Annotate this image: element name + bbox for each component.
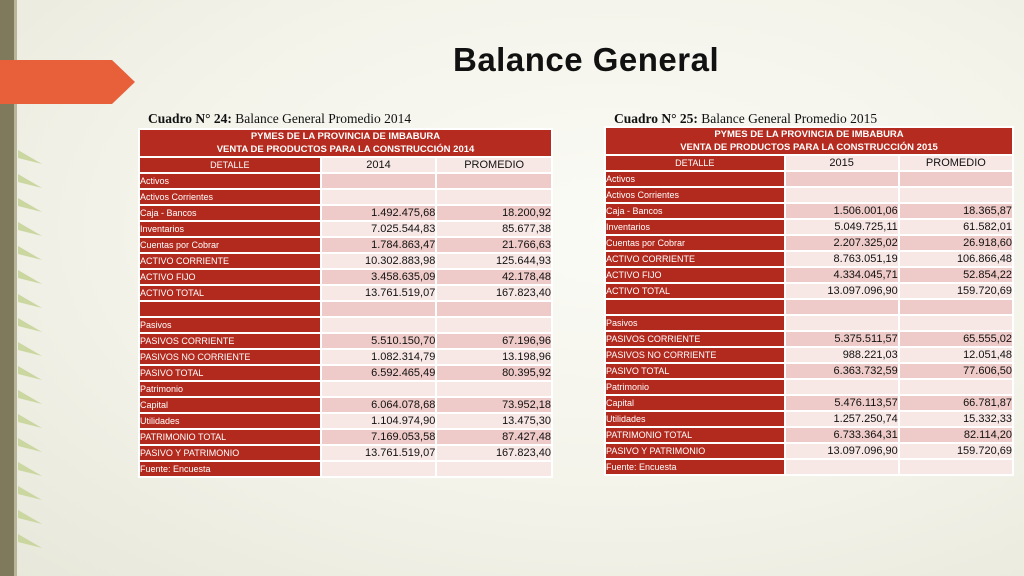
- row-label: [605, 299, 785, 315]
- value-promedio: [436, 381, 552, 397]
- value-promedio: 167.823,40: [436, 445, 552, 461]
- col-header-detalle: DETALLE: [139, 157, 321, 173]
- value-promedio: 82.114,20: [899, 427, 1013, 443]
- value-year: [321, 189, 437, 205]
- source-note: Fuente: Encuesta: [139, 461, 321, 477]
- row-label: PASIVOS CORRIENTE: [139, 333, 321, 349]
- value-promedio: 125.644,93: [436, 253, 552, 269]
- table-row: [605, 235, 1013, 251]
- row-label: Patrimonio: [605, 379, 785, 395]
- header-line-1: PYMES DE LA PROVINCIA DE IMBABURA: [250, 131, 441, 142]
- table-header-row: [139, 129, 552, 157]
- row-label: Activos Corrientes: [139, 189, 321, 205]
- value-year: [785, 379, 899, 395]
- value-year: 1.082.314,79: [321, 349, 437, 365]
- table-header: [605, 127, 1013, 155]
- row-label: PASIVO TOTAL: [139, 365, 321, 381]
- row-label: Activos: [605, 171, 785, 187]
- value-year: [321, 301, 437, 317]
- value-year: 5.375.511,57: [785, 331, 899, 347]
- value-year: [785, 315, 899, 331]
- value-promedio: [899, 379, 1013, 395]
- table-row: [139, 237, 552, 253]
- table-row: [605, 283, 1013, 299]
- value-promedio: 87.427,48: [436, 429, 552, 445]
- value-year: 3.458.635,09: [321, 269, 437, 285]
- row-label: Pasivos: [605, 315, 785, 331]
- col-header-promedio: PROMEDIO: [899, 155, 1013, 171]
- row-label: Utilidades: [139, 413, 321, 429]
- row-label: Capital: [139, 397, 321, 413]
- table-row: [139, 189, 552, 205]
- table-row: [605, 395, 1013, 411]
- title-arrow-tab: [0, 60, 135, 104]
- table-row: [139, 205, 552, 221]
- value-year: 5.510.150,70: [321, 333, 437, 349]
- value-promedio: [436, 317, 552, 333]
- table-header: [139, 129, 552, 157]
- value-promedio: 21.766,63: [436, 237, 552, 253]
- row-label: PATRIMONIO TOTAL: [605, 427, 785, 443]
- value-promedio: 80.395,92: [436, 365, 552, 381]
- row-label: Patrimonio: [139, 381, 321, 397]
- table-header-row: [605, 127, 1013, 155]
- header-line-2: VENTA DE PRODUCTOS PARA LA CONSTRUCCIÓN 2014: [216, 144, 475, 155]
- col-header-detalle: DETALLE: [605, 155, 785, 171]
- value-year: 7.025.544,83: [321, 221, 437, 237]
- value-promedio: [436, 189, 552, 205]
- table-row: [605, 187, 1013, 203]
- value-promedio: 61.582,01: [899, 219, 1013, 235]
- row-label: ACTIVO FIJO: [605, 267, 785, 283]
- caption-table-1: [148, 111, 411, 127]
- row-label: Activos Corrientes: [605, 187, 785, 203]
- value-year: 10.302.883,98: [321, 253, 437, 269]
- value-promedio: 42.178,48: [436, 269, 552, 285]
- table-row: [139, 365, 552, 381]
- value-year: 13.761.519,07: [321, 445, 437, 461]
- table-row: [139, 333, 552, 349]
- row-label: PASIVOS NO CORRIENTE: [139, 349, 321, 365]
- table-row: [605, 411, 1013, 427]
- value-promedio: 12.051,48: [899, 347, 1013, 363]
- value-promedio: 73.952,18: [436, 397, 552, 413]
- row-label: Caja - Bancos: [139, 205, 321, 221]
- table-row: [139, 349, 552, 365]
- value-promedio: 13.198,96: [436, 349, 552, 365]
- value-year: 1.257.250,74: [785, 411, 899, 427]
- value-year: 6.064.078,68: [321, 397, 437, 413]
- value-year: 6.363.732,59: [785, 363, 899, 379]
- value-promedio: 67.196,96: [436, 333, 552, 349]
- value-year: 13.761.519,07: [321, 285, 437, 301]
- table-row: [139, 173, 552, 189]
- column-header-row: [605, 155, 1013, 171]
- source-empty-cell: [321, 461, 437, 477]
- value-year: 5.049.725,11: [785, 219, 899, 235]
- value-year: [785, 187, 899, 203]
- source-empty-cell: [785, 459, 899, 475]
- value-year: 5.476.113,57: [785, 395, 899, 411]
- row-label: ACTIVO TOTAL: [605, 283, 785, 299]
- value-promedio: 65.555,02: [899, 331, 1013, 347]
- row-label: Inventarios: [139, 221, 321, 237]
- value-promedio: 159.720,69: [899, 283, 1013, 299]
- value-promedio: 52.854,22: [899, 267, 1013, 283]
- value-promedio: 18.365,87: [899, 203, 1013, 219]
- row-label: Cuentas por Cobrar: [139, 237, 321, 253]
- source-row: [139, 461, 552, 477]
- table-row: [139, 253, 552, 269]
- table-row: [139, 317, 552, 333]
- value-year: 8.763.051,19: [785, 251, 899, 267]
- row-label: ACTIVO FIJO: [139, 269, 321, 285]
- col-header-year: 2014: [321, 157, 437, 173]
- table-row: [605, 267, 1013, 283]
- table-row: [605, 171, 1013, 187]
- row-label: Cuentas por Cobrar: [605, 235, 785, 251]
- value-promedio: [899, 171, 1013, 187]
- value-year: [321, 173, 437, 189]
- table-row: [605, 299, 1013, 315]
- value-year: 1.104.974,90: [321, 413, 437, 429]
- table-row: [139, 397, 552, 413]
- value-year: 7.169.053,58: [321, 429, 437, 445]
- table-row: [139, 381, 552, 397]
- value-promedio: [899, 299, 1013, 315]
- row-label: PATRIMONIO TOTAL: [139, 429, 321, 445]
- caption-text: Balance General Promedio 2015: [697, 111, 878, 126]
- table-row: [139, 285, 552, 301]
- value-year: 1.492.475,68: [321, 205, 437, 221]
- table-row: [605, 427, 1013, 443]
- value-year: [321, 317, 437, 333]
- value-promedio: 159.720,69: [899, 443, 1013, 459]
- value-promedio: 26.918,60: [899, 235, 1013, 251]
- value-promedio: [899, 187, 1013, 203]
- row-label: PASIVO Y PATRIMONIO: [139, 445, 321, 461]
- value-year: 1.506.001,06: [785, 203, 899, 219]
- chevron-pattern-icon: [18, 150, 58, 560]
- row-label: ACTIVO TOTAL: [139, 285, 321, 301]
- table-row: [605, 203, 1013, 219]
- table-row: [605, 219, 1013, 235]
- value-year: 2.207.325,02: [785, 235, 899, 251]
- table-row: [139, 429, 552, 445]
- value-year: [785, 171, 899, 187]
- balance-table-2015: [604, 126, 1014, 476]
- value-year: 13.097.096,90: [785, 443, 899, 459]
- row-label: ACTIVO CORRIENTE: [605, 251, 785, 267]
- table-row: [139, 221, 552, 237]
- slide-title: Balance General: [453, 41, 720, 78]
- source-empty-cell: [436, 461, 552, 477]
- value-promedio: [436, 173, 552, 189]
- table-row: [605, 347, 1013, 363]
- caption-number: Cuadro N° 24:: [148, 111, 232, 126]
- row-label: PASIVOS CORRIENTE: [605, 331, 785, 347]
- value-promedio: 15.332,33: [899, 411, 1013, 427]
- row-label: Pasivos: [139, 317, 321, 333]
- value-promedio: [899, 315, 1013, 331]
- row-label: Utilidades: [605, 411, 785, 427]
- table-row: [139, 269, 552, 285]
- header-line-2: VENTA DE PRODUCTOS PARA LA CONSTRUCCIÓN 2015: [680, 142, 938, 153]
- caption-text: Balance General Promedio 2014: [231, 111, 412, 126]
- caption-table-2: [614, 111, 877, 127]
- table-row: [139, 413, 552, 429]
- table-row: [605, 363, 1013, 379]
- table-row: [605, 331, 1013, 347]
- value-year: [321, 381, 437, 397]
- table-row: [605, 251, 1013, 267]
- value-year: 6.592.465,49: [321, 365, 437, 381]
- caption-number: Cuadro N° 25:: [614, 111, 698, 126]
- header-line-1: PYMES DE LA PROVINCIA DE IMBABURA: [714, 129, 904, 140]
- row-label: Capital: [605, 395, 785, 411]
- row-label: Caja - Bancos: [605, 203, 785, 219]
- value-promedio: 106.866,48: [899, 251, 1013, 267]
- source-note: Fuente: Encuesta: [605, 459, 785, 475]
- value-promedio: 167.823,40: [436, 285, 552, 301]
- balance-table-2014: [138, 128, 553, 478]
- value-promedio: 13.475,30: [436, 413, 552, 429]
- row-label: Activos: [139, 173, 321, 189]
- value-promedio: 77.606,50: [899, 363, 1013, 379]
- col-header-promedio: PROMEDIO: [436, 157, 552, 173]
- table-row: [605, 315, 1013, 331]
- value-promedio: 18.200,92: [436, 205, 552, 221]
- row-label: PASIVO TOTAL: [605, 363, 785, 379]
- row-label: Inventarios: [605, 219, 785, 235]
- value-promedio: 66.781,87: [899, 395, 1013, 411]
- column-header-row: [139, 157, 552, 173]
- row-label: [139, 301, 321, 317]
- value-year: 1.784.863,47: [321, 237, 437, 253]
- value-promedio: [436, 301, 552, 317]
- source-row: [605, 459, 1013, 475]
- value-year: 13.097.096,90: [785, 283, 899, 299]
- value-year: 4.334.045,71: [785, 267, 899, 283]
- row-label: ACTIVO CORRIENTE: [139, 253, 321, 269]
- table-row: [139, 301, 552, 317]
- table-row: [139, 445, 552, 461]
- row-label: PASIVO Y PATRIMONIO: [605, 443, 785, 459]
- table-row: [605, 379, 1013, 395]
- table-row: [605, 443, 1013, 459]
- value-year: 988.221,03: [785, 347, 899, 363]
- col-header-year: 2015: [785, 155, 899, 171]
- source-empty-cell: [899, 459, 1013, 475]
- value-year: [785, 299, 899, 315]
- value-year: 6.733.364,31: [785, 427, 899, 443]
- row-label: PASIVOS NO CORRIENTE: [605, 347, 785, 363]
- value-promedio: 85.677,38: [436, 221, 552, 237]
